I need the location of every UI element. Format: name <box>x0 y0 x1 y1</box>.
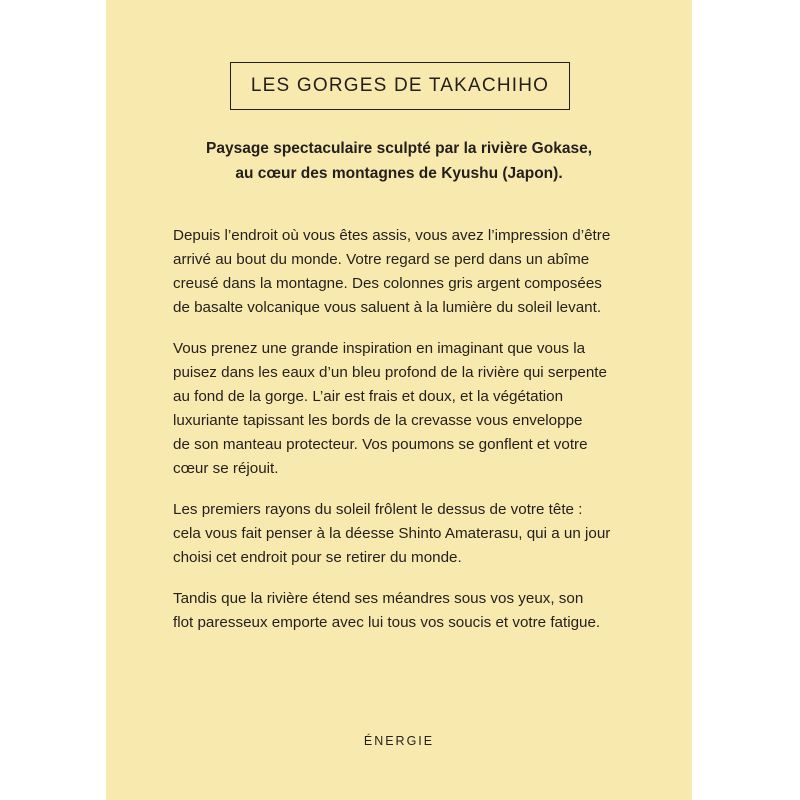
paragraph-1 <box>173 224 635 320</box>
paragraph-line: cela vous fait penser à la déesse Shinto Amaterasu, qui a un jour <box>173 525 611 542</box>
paragraph-line: Depuis l’endroit où vous êtes assis, vous avez l’impression d’être <box>173 227 611 244</box>
text-card <box>106 0 692 800</box>
paragraph-line: Vous prenez une grande inspiration en imaginant que vous la <box>173 340 586 357</box>
paragraph-3 <box>173 498 635 570</box>
paragraph-line: Tandis que la rivière étend ses méandres sous vos yeux, son <box>173 590 584 607</box>
subtitle <box>106 136 692 186</box>
paragraph-line: de son manteau protecteur. Vos poumons se gonflent et votre <box>173 436 588 453</box>
paragraph-line: choisi cet endroit pour se retirer du monde. <box>173 549 462 566</box>
body-text <box>173 224 635 652</box>
page-title: LES GORGES DE TAKACHIHO <box>250 75 550 96</box>
paragraph-line: creusé dans la montagne. Des colonnes gris argent composées <box>173 275 602 292</box>
paragraph-line: Les premiers rayons du soleil frôlent le dessus de votre tête : <box>173 501 583 518</box>
paragraph-line: au fond de la gorge. L’air est frais et doux, et la végétation <box>173 388 564 405</box>
paragraph-2 <box>173 337 635 481</box>
footer-category: ÉNERGIE <box>363 734 435 748</box>
title-box <box>230 62 570 110</box>
subtitle-line-1: Paysage spectaculaire sculpté par la rivière Gokase, <box>206 140 592 157</box>
paragraph-line: arrivé au bout du monde. Votre regard se perd dans un abîme <box>173 251 590 268</box>
paragraph-line: flot paresseux emporte avec lui tous vos soucis et votre fatigue. <box>173 614 601 631</box>
paragraph-4 <box>173 587 635 635</box>
paragraph-line: cœur se réjouit. <box>173 460 279 477</box>
paragraph-line: de basalte volcanique vous saluent à la lumière du soleil levant. <box>173 299 602 316</box>
paragraph-line: luxuriante tapissant les bords de la crevasse vous enveloppe <box>173 412 583 429</box>
subtitle-line-2: au cœur des montagnes de Kyushu (Japon). <box>235 165 563 182</box>
paragraph-line: puisez dans les eaux d’un bleu profond de la rivière qui serpente <box>173 364 607 381</box>
